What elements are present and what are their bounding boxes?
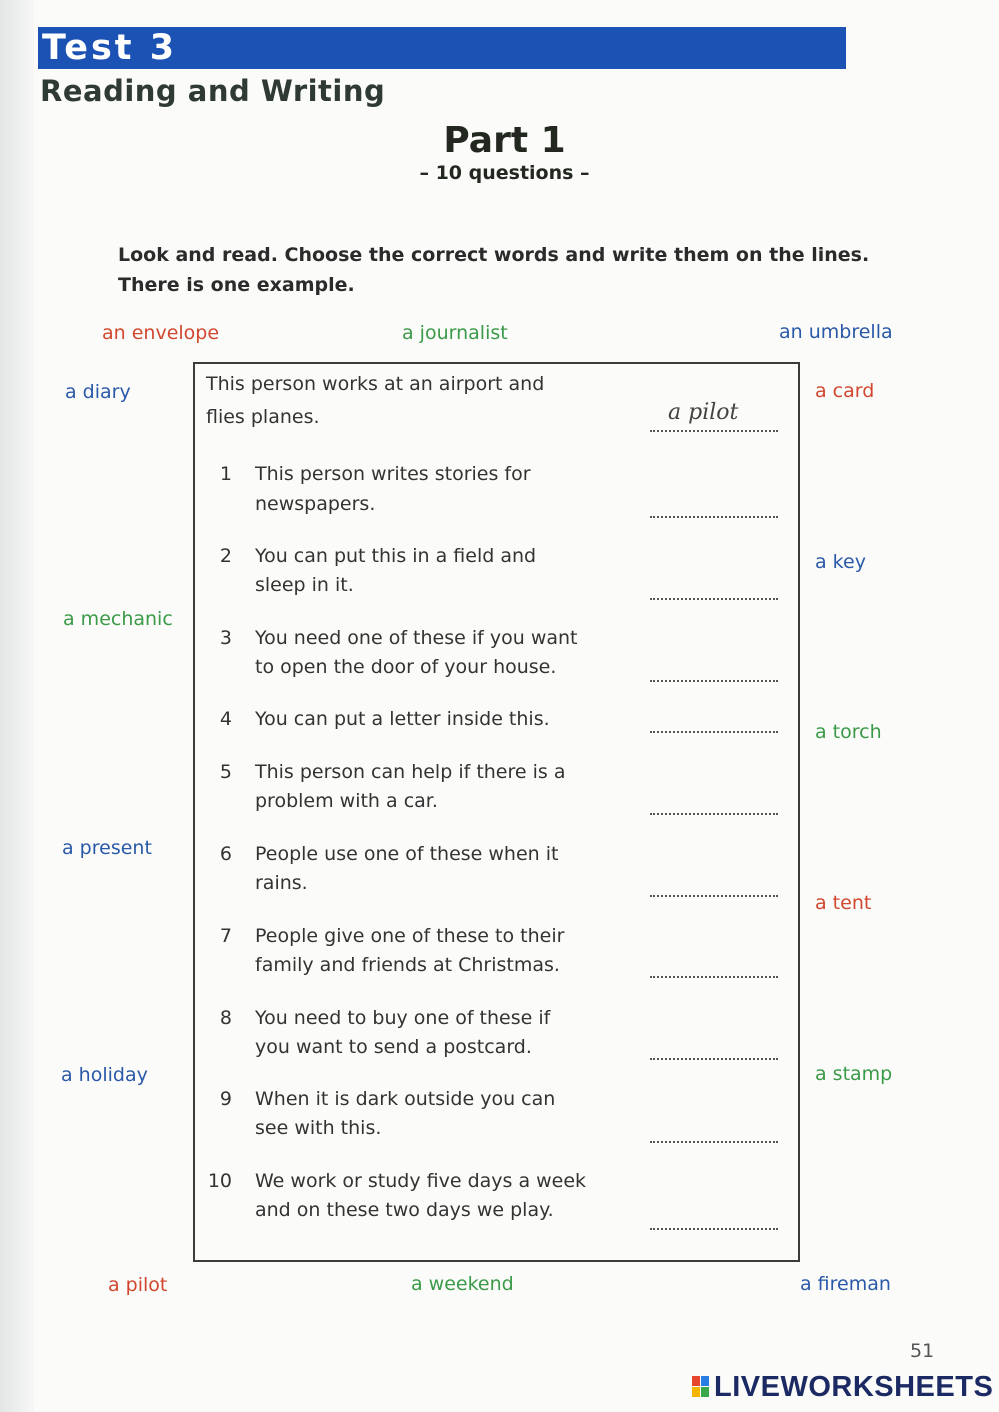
question-text-line-1: People use one of these when it [255,843,559,865]
question-text-line-1: You need one of these if you want [255,627,578,649]
word-a-card: a card [815,380,875,402]
word-an-umbrella: an umbrella [779,321,893,343]
answer-line-4[interactable] [650,727,778,733]
answer-line-5[interactable] [650,809,778,815]
word-a-present: a present [62,837,152,859]
word-a-diary: a diary [65,381,131,403]
word-a-fireman: a fireman [800,1273,891,1295]
question-number: 6 [219,843,232,865]
answer-line-1[interactable] [650,512,778,518]
word-a-weekend: a weekend [411,1273,514,1295]
question-number: 3 [219,627,232,649]
question-number: 1 [219,463,232,485]
answer-line-3[interactable] [650,676,778,682]
word-a-pilot: a pilot [108,1274,168,1296]
question-text-line-2: sleep in it. [255,574,354,596]
word-a-key: a key [815,551,866,573]
answer-line-6[interactable] [650,891,778,897]
question-number: 8 [219,1007,232,1029]
answer-line-9[interactable] [650,1137,778,1143]
test-title: Test 3 [42,28,178,68]
question-number: 4 [219,708,232,730]
liveworksheets-icon [692,1376,710,1398]
question-text-line-2: you want to send a postcard. [255,1036,532,1058]
question-number: 2 [219,545,232,567]
question-text-line-1: This person writes stories for [255,463,531,485]
liveworksheets-logo[interactable] [692,1372,993,1402]
word-a-stamp: a stamp [815,1063,893,1085]
word-a-torch: a torch [815,721,882,743]
example-line-2: flies planes. [206,406,320,428]
question-text-line-2: problem with a car. [255,790,438,812]
word-a-mechanic: a mechanic [63,608,173,630]
answer-line-8[interactable] [650,1054,778,1060]
question-text-line-1: People give one of these to their [255,925,565,947]
example-answer: a pilot [668,400,739,425]
question-text-line-2: family and friends at Christmas. [255,954,560,976]
page-edge-shadow [0,0,34,1412]
question-number: 5 [219,761,232,783]
part-title: Part 1 [443,120,566,161]
answer-line-2[interactable] [650,594,778,600]
question-text-line-2: newspapers. [255,493,376,515]
answer-line-10[interactable] [650,1224,778,1230]
question-number: 7 [219,925,232,947]
question-text-line-1: We work or study five days a week [255,1170,587,1192]
page-number: 51 [910,1340,935,1362]
question-text-line-1: This person can help if there is a [255,761,566,783]
question-text-line-2: see with this. [255,1117,382,1139]
question-text-line-1: You need to buy one of these if [255,1007,551,1029]
example-answer-line [650,426,778,432]
question-text-line-2: to open the door of your house. [255,656,557,678]
question-text-line-1: When it is dark outside you can [255,1088,556,1110]
brand-name: LIVEWORKSHEETS [714,1370,994,1403]
question-text-line-1: You can put this in a field and [255,545,537,567]
question-text-line-2: rains. [255,872,308,894]
word-an-envelope: an envelope [102,322,220,344]
word-a-holiday: a holiday [61,1064,148,1086]
answer-line-7[interactable] [650,972,778,978]
instructions: Look and read. Choose the correct words and write them on the lines. There is one example. [118,244,870,296]
example-line-1: This person works at an airport and [206,373,545,395]
section-title: Reading and Writing [40,74,386,108]
word-a-journalist: a journalist [402,322,508,344]
question-text-line-2: and on these two days we play. [255,1199,554,1221]
questions-count: – 10 questions – [419,162,590,184]
question-number: 9 [219,1088,232,1110]
question-text-line-1: You can put a letter inside this. [255,708,550,730]
word-a-tent: a tent [815,892,872,914]
question-number: 10 [207,1170,232,1192]
